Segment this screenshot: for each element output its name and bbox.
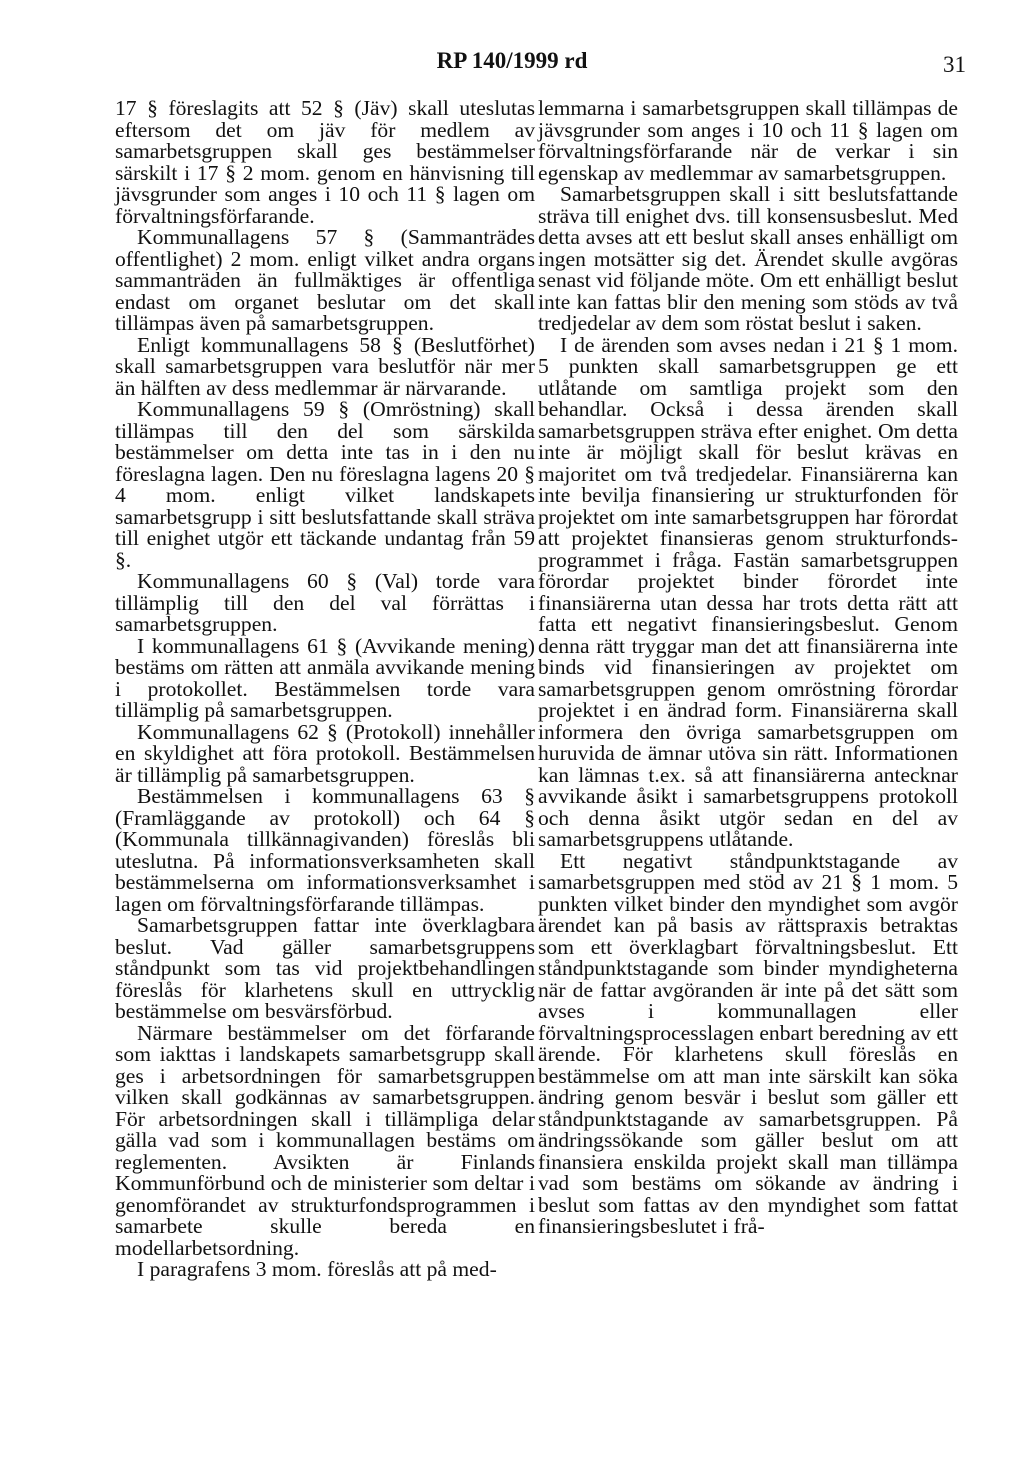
page-header (0, 44, 1024, 84)
paragraph: I kommunallagens 61 § (Avvikande mening) bestäms om rätten att anmäla avvikande mening i protokollet. Bestämmelsen torde vara tillämplig på samarbetsgruppen. (115, 633, 535, 722)
paragraph: Kommunallagens 62 § (Protokoll) innehåller en skyldighet att föra protokoll. Bestämmelsen är tillämplig på samarbetsgruppen. (115, 719, 535, 787)
right-column (538, 98, 958, 1238)
paragraph: Närmare bestämmelser om det förfarande som iakttas i landskapets samarbetsgrupp skall ges i arbetsordningen för samarbetsgruppen vilken skall godkännas av samarbetsgruppen. För arbetsordningen skall i tillämpliga delar gälla vad som i kommunallagen bestäms om reglementen. Avsikten är Finlands Kommunförbund och de ministerier som deltar i genomförandet av strukturfondsprogrammen i samarbete skulle bereda en modellarbetsordning. (115, 1020, 535, 1260)
paragraph: I de ärenden som avses nedan i 21 § 1 mom. 5 punkten skall samarbetsgruppen ge ett utlåtande om samtliga projekt som den behandlar. Också i dessa ärenden skall samarbetsgruppen sträva efter enighet. Om detta inte är möjligt skall för beslut krävas en majoritet om två tredjedelar. Finansiärerna kan inte bevilja finansiering ur strukturfonden för projektet om inte samarbetsgruppen har förordat att projektet finansieras genom strukturfonds-programmet i fråga. Fastän samarbetsgruppen förordar projektet binder förordet inte finansiärerna utan dessa har trots detta rätt att fatta ett negativt finansieringsbeslut. Genom denna rätt tryggar man det att finansiärerna inte binds vid finansieringen av projektet om samarbetsgruppen genom omröstning förordar projektet i en ändrad form. Finansiärerna skall informera den övriga samarbetsgruppen om huruvida de ämnar utöva sin rätt. Informationen kan lämnas t.ex. så att finansiärerna antecknar avvikande åsikt i samarbetsgruppens protokoll och denna åsikt utgör sedan en del av samarbetsgruppens utlåtande. (538, 332, 958, 851)
page-number: 31 (943, 52, 966, 77)
paragraph: I paragrafens 3 mom. föreslås att på med- (137, 1257, 497, 1281)
paragraph: Enligt kommunallagens 58 § (Beslutförhet) skall samarbetsgruppen vara beslutför när mer än hälften av dess medlemmar är närvarande. (115, 332, 535, 400)
paragraph: Kommunallagens 57 § (Sammanträdes offentlighet) 2 mom. enligt vilket andra organs sammanträden än fullmäktiges är offentliga endast om organet beslutar om det skall tillämpas även på samarbetsgruppen. (115, 225, 535, 335)
paragraph: Samarbetsgruppen skall i sitt beslutsfattande sträva till enighet dvs. till konsensusbeslut. Med detta avses att ett beslut skall anses enhälligt om ingen motsätter sig det. Ärendet skulle avgöras senast vid följande möte. Om ett enhälligt beslut inte kan fattas blir den mening som stöds av två tredjedelar av dem som röstat beslut i saken. (538, 182, 958, 335)
document-reference: RP 140/1999 rd (436, 48, 588, 73)
left-column (115, 98, 535, 1281)
paragraph: lemmarna i samarbetsgruppen skall tillämpas de jävsgrunder som anges i 10 och 11 § lagen om förvaltningsförfarande när de verkar i sin egenskap av medlemmar av samarbetsgruppen. (538, 96, 958, 185)
paragraph: Bestämmelsen i kommunallagens 63 § (Framläggande av protokoll) och 64 § (Kommunala tillkännagivanden) föreslås bli uteslutna. På informationsverksamheten skall bestämmelserna om informationsverksamhet i lagen om förvaltningsförfarande tillämpas. (115, 784, 535, 916)
paragraph: Ett negativt ståndpunktstagande av samarbetsgruppen med stöd av 21 § 1 mom. 5 punkten vilket binder den myndighet som avgör ärendet kan på basis av rättspraxis betraktas som ett överklagbart förvaltningsbeslut. Ett ståndpunktstagande som binder myndigheterna när de fattar avgöranden är inte på det sätt som avses i kommunallagen eller förvaltningsprocesslagen enbart beredning av ett ärende. För klarhetens skull föreslås en bestämmelse om att man inte särskilt kan söka ändring genom besvär i beslut som gäller ett ståndpunktstagande av samarbetsgruppen. På ändringssökande som gäller beslut om att finansiera enskilda projekt skall man tillämpa vad som bestäms om sökande av ändring i beslut som fattas av den myndighet som fattat finansieringsbeslutet i frå- (538, 848, 958, 1238)
paragraph: Kommunallagens 60 § (Val) torde vara tillämplig till den del val förrättas i samarbetsgruppen. (115, 569, 535, 636)
paragraph: 17 § föreslagits att 52 § (Jäv) skall uteslutas eftersom det om jäv för medlem av samarbetsgruppen skall ges bestämmelser särskilt i 17 § 2 mom. genom en hänvisning till jävsgrunder som anges i 10 och 11 § lagen om förvaltningsförfarande. (115, 96, 535, 228)
paragraph: Samarbetsgruppen fattar inte överklagbara beslut. Vad gäller samarbetsgruppens ståndpunkt som tas vid projektbehandlingen föreslås för klarhetens skull en uttrycklig bestämmelse om besvärsförbud. (115, 913, 535, 1023)
paragraph: Kommunallagens 59 § (Omröstning) skall tillämpas till den del som särskilda bestämmelser om detta inte tas in i den nu föreslagna lagen. Den nu föreslagna lagens 20 § 4 mom. enligt vilket landskapets samarbetsgrupp i sitt beslutsfattande skall sträva till enighet utgör ett täckande undantag från 59 §. (115, 397, 535, 572)
